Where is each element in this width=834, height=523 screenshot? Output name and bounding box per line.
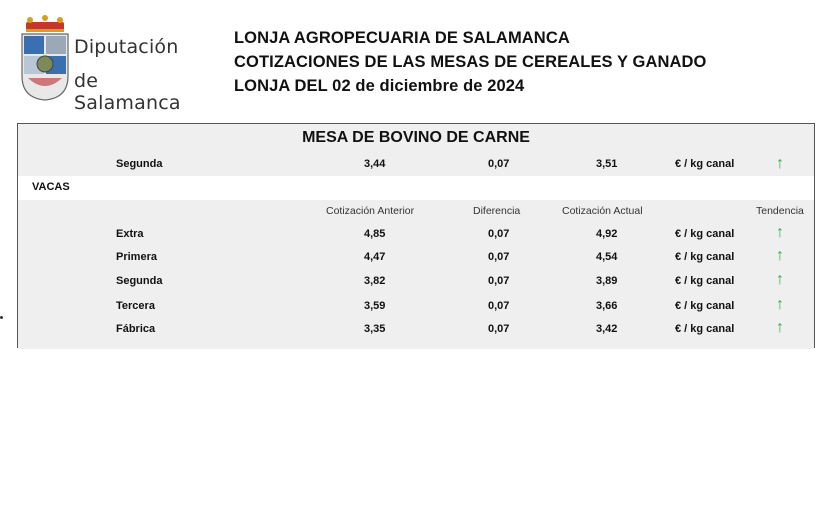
stray-dot	[0, 316, 3, 319]
title-lonja: LONJA AGROPECUARIA DE SALAMANCA	[234, 29, 570, 47]
row-name: Fábrica	[116, 323, 156, 335]
row-unit: € / kg canal	[675, 275, 735, 287]
trend-up-icon: ↑	[776, 247, 784, 264]
title-cotizaciones: COTIZACIONES DE LAS MESAS DE CEREALES Y GANADO	[234, 53, 707, 71]
row-unit: € / kg canal	[675, 228, 735, 240]
row-prev: 4,85	[364, 228, 386, 240]
trend-up-icon: ↑	[776, 296, 784, 313]
top-row-name: Segunda	[116, 158, 163, 170]
top-row-unit: € / kg canal	[675, 158, 735, 170]
row-name: Primera	[116, 251, 157, 263]
row-prev: 3,82	[364, 275, 386, 287]
trend-up-icon: ↑	[776, 319, 784, 336]
header-prev: Cotización Anterior	[326, 205, 415, 217]
title-date: LONJA DEL 02 de diciembre de 2024	[234, 77, 525, 95]
logo-line-1: Diputación	[74, 36, 179, 58]
row-actual: 4,54	[596, 251, 618, 263]
trend-up-icon: ↑	[776, 224, 784, 241]
row-diff: 0,07	[488, 300, 510, 312]
row-diff: 0,07	[488, 251, 510, 263]
row-diff: 0,07	[488, 275, 510, 287]
header-diff: Diferencia	[473, 205, 521, 217]
price-table	[17, 123, 815, 348]
row-unit: € / kg canal	[675, 251, 735, 263]
row-unit: € / kg canal	[675, 323, 735, 335]
coat-of-arms-icon	[18, 14, 72, 102]
section-vacas: VACAS	[32, 181, 70, 193]
row-actual: 3,42	[596, 323, 618, 335]
table-title: MESA DE BOVINO DE CARNE	[302, 129, 530, 146]
row-diff: 0,07	[488, 323, 510, 335]
diputacion-logo	[18, 14, 208, 114]
row-actual: 3,66	[596, 300, 618, 312]
row-actual: 3,89	[596, 275, 618, 287]
row-name: Extra	[116, 228, 144, 240]
row-name: Tercera	[116, 300, 155, 312]
row-diff: 0,07	[488, 228, 510, 240]
top-row-actual: 3,51	[596, 158, 618, 170]
logo-line-2: de Salamanca	[74, 70, 181, 114]
row-actual: 4,92	[596, 228, 618, 240]
header-actual: Cotización Actual	[562, 205, 643, 217]
row-name: Segunda	[116, 275, 163, 287]
row-prev: 3,35	[364, 323, 386, 335]
top-row-diff: 0,07	[488, 158, 510, 170]
row-prev: 3,59	[364, 300, 386, 312]
row-unit: € / kg canal	[675, 300, 735, 312]
header-trend: Tendencia	[756, 205, 804, 217]
trend-up-icon: ↑	[776, 155, 784, 172]
top-row-prev: 3,44	[364, 158, 386, 170]
trend-up-icon: ↑	[776, 271, 784, 288]
document-header	[234, 26, 706, 98]
row-prev: 4,47	[364, 251, 386, 263]
